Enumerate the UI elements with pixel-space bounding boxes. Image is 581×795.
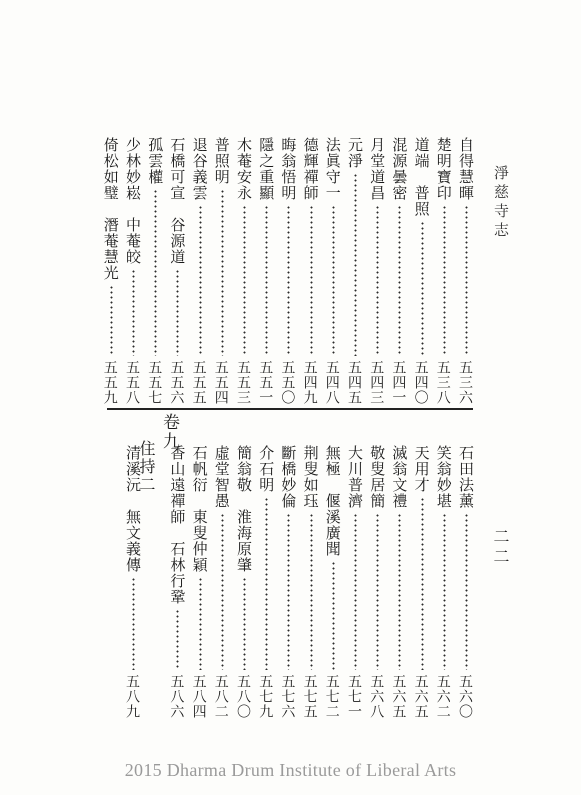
toc-entry <box>347 445 365 730</box>
toc-entry <box>303 445 321 730</box>
toc-entry-title: 月堂道昌 <box>368 137 387 201</box>
toc-entry <box>414 445 432 730</box>
toc-entry <box>147 445 165 730</box>
leader-dots <box>310 513 313 670</box>
toc-entry-page: 五三六 <box>457 360 473 405</box>
toc-entry-page: 五五四 <box>212 360 229 405</box>
toc-entry-page: 五七二 <box>323 674 340 719</box>
leader-dots <box>110 285 113 356</box>
toc-entry <box>325 445 343 730</box>
toc-entry-title: 法眞守一 <box>323 137 342 201</box>
toc-entry <box>280 137 298 410</box>
toc-entry <box>391 445 409 730</box>
toc-entry-title: 孤雲權 <box>146 137 165 185</box>
leader-dots <box>199 577 202 670</box>
toc-entry-title: 石帆衍 東叟仲穎 <box>190 445 209 573</box>
toc-entry-title: 無極 偃溪廣聞 <box>323 445 342 557</box>
toc-entry-page: 五五八 <box>124 360 140 405</box>
toc-entry <box>125 137 143 410</box>
section-divider <box>107 408 473 410</box>
leader-dots <box>465 205 468 356</box>
leader-dots <box>132 269 135 356</box>
toc-entry-page: 五四一 <box>390 360 407 405</box>
toc-entry-page: 五七一 <box>346 674 362 719</box>
leader-dots <box>398 205 401 356</box>
toc-entry-title: 石橋可宣 谷源道 <box>168 137 187 265</box>
toc-entry-title: 元淨 <box>346 137 364 169</box>
leader-dots <box>199 205 202 356</box>
leader-dots <box>465 513 468 670</box>
toc-entry <box>103 137 121 410</box>
toc-entry-title: 普照明 <box>212 137 231 185</box>
toc-entry-page: 五四五 <box>346 360 362 405</box>
toc-entry-title: 隱之重顯 <box>257 137 276 201</box>
toc-entry-page: 五六〇 <box>457 674 473 719</box>
toc-entry <box>458 445 476 730</box>
toc-entry-page: 五五六 <box>168 360 185 405</box>
toc-entry-title: 道端 普照 <box>412 137 431 217</box>
leader-dots <box>132 577 135 670</box>
toc-entry <box>125 445 143 730</box>
toc-entry <box>436 445 454 730</box>
toc-entry <box>169 137 187 410</box>
toc-entry-page: 五五〇 <box>279 360 296 405</box>
leader-dots <box>332 205 335 356</box>
toc-entry-page: 五四八 <box>323 360 340 405</box>
toc-entry-page: 五四三 <box>368 360 385 405</box>
toc-entry-page: 五五七 <box>146 360 163 405</box>
leader-dots <box>421 221 424 356</box>
toc-entry-page: 五四九 <box>301 360 318 405</box>
toc-entry-title: 退谷義雲 <box>190 137 209 201</box>
toc-entry <box>436 137 454 410</box>
toc-entry-title: 石田法薰 <box>457 445 475 509</box>
leader-dots <box>287 205 290 356</box>
toc-entry <box>169 445 187 730</box>
toc-entry <box>214 445 232 730</box>
leader-dots <box>376 513 379 670</box>
toc-entry-title: 天用才 <box>412 445 431 493</box>
toc-entry-title: 簡翁敬 淮海原肇 <box>235 445 253 573</box>
page-number: 二二 <box>491 528 510 568</box>
toc-entry <box>369 137 387 410</box>
toc-entry-page: 五六五 <box>412 674 429 719</box>
leader-dots <box>354 513 357 670</box>
leader-dots <box>443 205 446 356</box>
toc-entry <box>258 137 276 410</box>
toc-entry-page: 五八二 <box>212 674 229 719</box>
toc-entry-title: 少林妙崧 中菴皎 <box>124 137 142 265</box>
toc-entry <box>147 137 165 410</box>
toc-entry-page: 五七六 <box>279 674 296 719</box>
toc-entry <box>303 137 321 410</box>
toc-entry-page: 五八九 <box>124 674 140 719</box>
toc-entry-page: 五八六 <box>168 674 185 719</box>
toc-entry <box>369 445 387 730</box>
leader-dots <box>310 205 313 356</box>
leader-dots <box>421 497 424 670</box>
leader-dots <box>376 205 379 356</box>
toc-entry <box>325 137 343 410</box>
toc-entry-page: 五八〇 <box>235 674 251 719</box>
toc-entry <box>347 137 365 410</box>
toc-entry <box>236 137 254 410</box>
book-title: 淨慈寺志 <box>492 165 510 241</box>
toc-entry-title: 德輝禪師 <box>301 137 320 201</box>
watermark-footer: 2015 Dharma Drum Institute of Liberal Arts <box>124 760 457 780</box>
toc-entry <box>280 445 298 730</box>
toc-entry-title: 笑翁妙堪 <box>434 445 453 509</box>
toc-entry <box>258 445 276 730</box>
leader-dots <box>287 513 290 670</box>
toc-entry <box>414 137 432 410</box>
leader-dots <box>221 189 224 356</box>
toc-entry-page: 五五九 <box>101 360 118 405</box>
toc-entry-title: 木菴安永 <box>235 137 253 201</box>
toc-entry-title: 晦翁悟明 <box>279 137 298 201</box>
volume-label: 卷九 <box>159 413 179 451</box>
section-label: 住持二 <box>137 440 156 494</box>
toc-entry-title: 虛堂智愚 <box>212 445 231 509</box>
leader-dots <box>332 561 335 670</box>
toc-entry-title: 混源曇密 <box>390 137 409 201</box>
toc-entry-title: 大川普濟 <box>346 445 364 509</box>
toc-entry-page: 五六二 <box>434 674 451 719</box>
toc-entry-page: 五七九 <box>257 674 274 719</box>
toc-entry-title: 倚松如璧 潛菴慧光 <box>101 137 120 281</box>
leader-dots <box>176 609 179 670</box>
toc-entry-title: 清溪沅 無文義傳 <box>124 445 142 573</box>
leader-dots <box>265 497 268 670</box>
toc-entry-page: 五四〇 <box>412 360 429 405</box>
toc-entry-page: 五五一 <box>257 360 274 405</box>
toc-entry-page: 五三八 <box>434 360 451 405</box>
toc-entry <box>391 137 409 410</box>
toc-entry-title: 自得慧暉 <box>457 137 475 201</box>
leader-dots <box>243 577 246 670</box>
toc-entry-page: 五六五 <box>390 674 407 719</box>
leader-dots <box>398 513 401 670</box>
leader-dots <box>243 205 246 356</box>
toc-entry-page: 五五三 <box>235 360 251 405</box>
leader-dots <box>221 513 224 670</box>
toc-entry <box>236 445 254 730</box>
toc-entry <box>192 137 210 410</box>
toc-entry-page: 五五五 <box>190 360 207 405</box>
toc-entry <box>458 137 476 410</box>
toc-entry-title: 敬叟居簡 <box>368 445 387 509</box>
toc-entry-title: 滅翁文禮 <box>390 445 409 509</box>
toc-entry <box>214 137 232 410</box>
toc-entry-page: 五八四 <box>190 674 207 719</box>
toc-entry-page: 五七五 <box>301 674 318 719</box>
toc-entry <box>192 445 210 730</box>
leader-dots <box>154 189 157 356</box>
leader-dots <box>443 513 446 670</box>
toc-entry-title: 斷橋妙倫 <box>279 445 298 509</box>
toc-entry-page: 五六八 <box>368 674 385 719</box>
toc-entry-title: 荆叟如珏 <box>301 445 320 509</box>
leader-dots <box>354 173 357 356</box>
toc-entry-title: 介石明 <box>257 445 276 493</box>
leader-dots <box>176 269 179 356</box>
toc-entry-title: 香山遠禪師 石林行鞏 <box>168 445 187 605</box>
toc-entry-title: 楚明寶印 <box>434 137 453 201</box>
leader-dots <box>265 205 268 356</box>
